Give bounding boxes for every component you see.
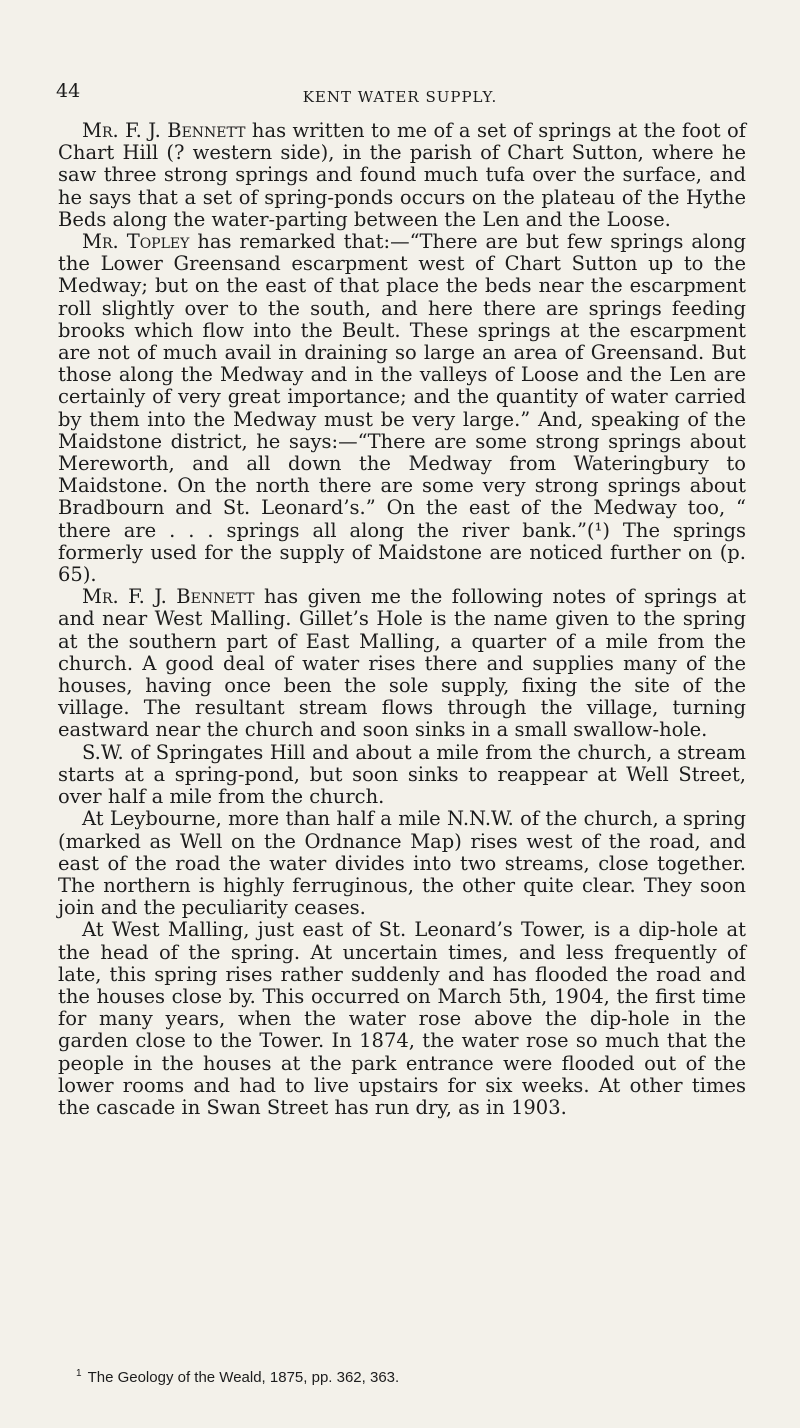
footnote-text: The Geology of the Weald, 1875, pp. 362, 363.: [87, 1369, 400, 1386]
paragraph-text: has remarked that:—“There are but few springs along the Lower Greensand escarpment west of Chart Sutton up to the Medway; but on the east of that place the beds near the escarpment roll slightly over to the south, and here there are springs feeding brooks which flow into the Beult. These springs at the escarpment are not of much avail in draining so large an area of Greensand. But those along the Medway and in the valleys of Loose and the Len are certainly of very great importance; and the quantity of water carried by them into the Medway must be very large.” And, speaking of the Maidstone district, he says:—“There are some strong springs about Mereworth, and all down the Medway from Wateringbury to Maidstone. On the north there are some very strong springs about Bradbourn and St. Leonard’s.” On the east of the Medway too, “ there are . . . springs all along the river bank.”(¹) The springs formerly used for the supply of Maidstone are noticed further on (p. 65).: [58, 230, 746, 587]
speaker-name: Mr. Topley: [82, 230, 190, 254]
paragraph-text: At Leybourne, more than half a mile N.N.W. of the church, a spring (marked as Well on the Ordnance Map) rises west of the road, and east of the road the water divides into two streams, close together. The northern is highly ferruginous, the other quite clear. They soon join and the peculiarity ceases.: [58, 807, 746, 920]
paragraph-1: [58, 120, 746, 231]
footnote: [76, 1368, 756, 1386]
paragraph-5: [58, 808, 746, 919]
paragraph-2: [58, 231, 746, 586]
paragraph-text: has written to me of a set of springs at the foot of Chart Hill (? western side), in the parish of Chart Sutton, where he saw three strong springs and found much tufa over the surface, and he says that a set of spring-ponds occurs on the plateau of the Hythe Beds along the water-parting between the Len and the Loose.: [58, 119, 746, 231]
paragraph-text: has given me the following notes of springs at and near West Malling. Gillet’s Hole is the name given to the spring at the southern part of East Malling, a quarter of a mile from the church. A good deal of water rises there and supplies many of the houses, having once been the sole supply, fixing the site of the village. The resultant stream flows through the village, turning eastward near the church and soon sinks in a small swallow-hole.: [58, 585, 746, 742]
speaker-name: Mr. F. J. Bennett: [82, 119, 246, 142]
speaker-name: Mr. F. J. Bennett: [82, 585, 255, 609]
footnote-marker: 1: [76, 1368, 82, 1379]
paragraph-text: At West Malling, just east of St. Leonard’s Tower, is a dip-hole at the head of the spring. At uncertain times, and less frequently of late, this spring rises rather suddenly and has flooded the road and the houses close by. This occurred on March 5th, 1904, the first time for many years, when the water rose above the dip-hole in the garden close to the Tower. In 1874, the water rose so much that the people in the houses at the park entrance were flooded out of the lower rooms and had to live upstairs for six weeks. At other times the cascade in Swan Street has run dry, as in 1903.: [58, 918, 746, 1119]
running-head: KENT WATER SUPPLY.: [302, 88, 498, 106]
paragraph-6: [58, 919, 746, 1119]
paragraph-3: [58, 586, 746, 741]
body-text: [58, 120, 746, 1119]
paragraph-4: [58, 742, 746, 809]
page-number: 44: [56, 80, 81, 102]
paragraph-text: S.W. of Springates Hill and about a mile from the church, a stream starts at a spring-pond, but soon sinks to reappear at Well Street, over half a mile from the church.: [58, 740, 746, 809]
